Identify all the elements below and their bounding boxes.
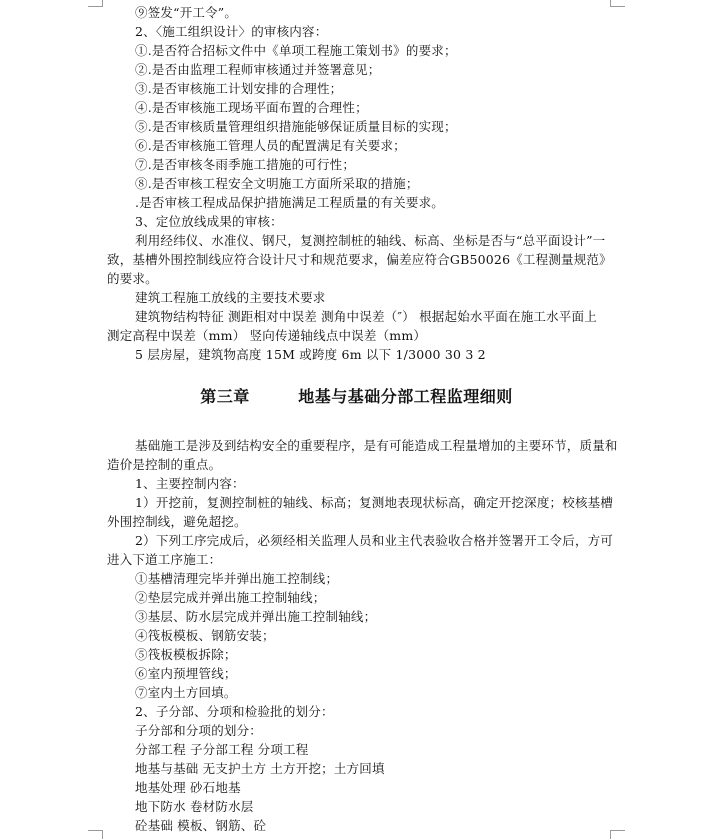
text-line: ②.是否由监理工程师审核通过并签署意见；: [135, 62, 381, 77]
text-line: ②垫层完成并弹出施工控制轴线；: [135, 590, 326, 605]
text-line: 分部工程 子分部工程 分项工程: [135, 742, 309, 757]
text-line: ⑤筏板模板拆除；: [135, 647, 237, 662]
text-line: 地下防水 卷材防水层: [135, 799, 254, 814]
text-line: ③.是否审核施工计划安排的合理性；: [135, 81, 343, 96]
text-line: 地基与基础 无支护土方 土方开挖；土方回填: [135, 761, 385, 776]
text-line: 测定高程中误差（mm） 竖向传递轴线点中误差（mm）: [107, 328, 427, 343]
text-line: 利用经纬仪、水准仪、钢尺，复测控制桩的轴线、标高、坐标是否与“总平面设计”一: [135, 233, 606, 248]
text-line: 地基处理 砂石地基: [135, 780, 241, 795]
text-line: 1）开挖前，复测控制桩的轴线、标高；复测地表现状标高，确定开挖深度；校核基槽: [135, 495, 614, 510]
text-line: 进入下道工序施工：: [107, 552, 222, 567]
text-line: 2、〈施工组织设计〉的审核内容：: [135, 24, 328, 39]
text-line: 致，基槽外围控制线应符合设计尺寸和规范要求，偏差应符合GB50026《工程测量规范》: [107, 252, 612, 267]
text-line: ①基槽清理完毕并弹出施工控制线；: [135, 571, 339, 586]
text-line: ③基层、防水层完成并弹出施工控制轴线；: [135, 609, 377, 624]
text-line: ⑦室内土方回填。: [135, 685, 237, 700]
text-line: ⑦.是否审核冬雨季施工措施的可行性；: [135, 157, 356, 172]
text-line: 子分部和分项的划分：: [135, 723, 263, 738]
text-line: ①.是否符合招标文件中《单项工程施工策划书》的要求；: [135, 43, 457, 58]
text-line: 5 层房屋，建筑物高度 15M 或跨度 6m 以下 1/3000 30 3 2: [135, 347, 486, 362]
text-line: ⑤.是否审核质量管理组织措施能够保证质量目标的实现；: [135, 119, 457, 134]
text-line: 砼基础 模板、钢筋、砼: [135, 818, 267, 833]
crop-mark-top-left: [88, 0, 103, 7]
text-line: 1、主要控制内容：: [135, 476, 245, 491]
text-line: 建筑工程施工放线的主要技术要求: [135, 290, 326, 305]
text-line: ⑨签发“开工令”。: [135, 5, 238, 20]
chapter-heading: 第三章 地基与基础分部工程监理细则: [200, 387, 513, 406]
text-line: 2、子分部、分项和检验批的划分：: [135, 704, 334, 719]
text-line: ⑧.是否审核工程安全文明施工方面所采取的措施；: [135, 176, 419, 191]
text-line: 基础施工是涉及到结构安全的重要程序，是有可能造成工程量增加的主要环节，质量和: [135, 438, 618, 453]
text-line: 外围控制线，避免超挖。: [107, 514, 247, 529]
text-line: ⑥室内预埋管线；: [135, 666, 237, 681]
text-line: ④筏板模板、钢筋安装；: [135, 628, 275, 643]
text-line: ⑥.是否审核施工管理人员的配置满足有关要求；: [135, 138, 406, 153]
text-line: 3、定位放线成果的审核：: [135, 214, 283, 229]
text-line: 造价是控制的重点。: [107, 457, 222, 472]
text-line: 的要求。: [107, 271, 158, 286]
text-line: ④.是否审核施工现场平面布置的合理性；: [135, 100, 368, 115]
text-line: .是否审核工程成品保护措施满足工程质量的有关要求。: [135, 195, 444, 210]
text-line: 建筑物结构特征 测距相对中误差 测角中误差（″） 根据起始水平面在施工水平面上: [135, 309, 597, 324]
text-line: 2）下列工序完成后，必须经相关监理人员和业主代表验收合格并签署开工令后，方可: [135, 533, 614, 548]
